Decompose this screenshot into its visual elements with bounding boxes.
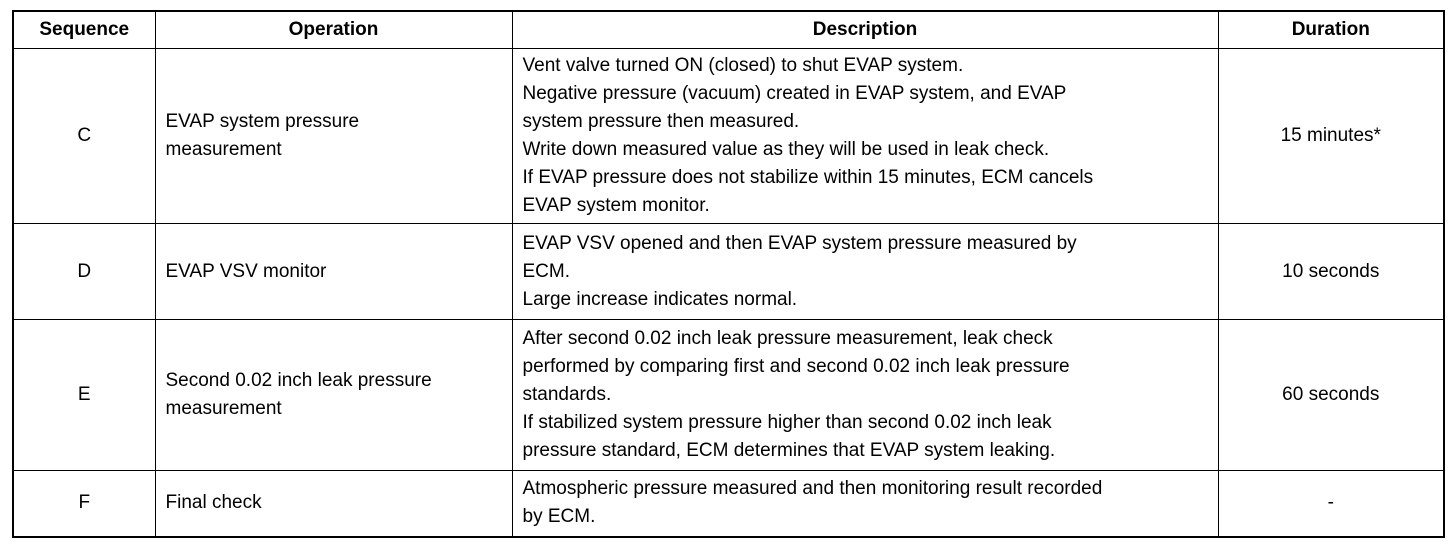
table-row [13,320,1444,471]
table-row [13,49,1444,224]
operation-line: EVAP system pressure [165,111,360,132]
description-line: If stabilized system pressure higher than second 0.02 inch leak [522,412,1052,433]
description-cell [512,471,1218,537]
description-line: performed by comparing first and second 0.02 inch leak pressure [522,356,1070,377]
description-line: Atmospheric pressure measured and then monitoring result recorded [522,478,1103,500]
header-description: Description [512,11,1218,49]
description-line: by ECM. [522,506,596,528]
operation-cell [155,224,512,320]
operation-line: Second 0.02 inch leak pressure [165,370,432,391]
duration-cell: - [1218,471,1444,537]
operation-cell [155,320,512,471]
header-operation: Operation [155,11,512,49]
description-line: Write down measured value as they will be used in leak check. [522,139,1050,160]
description-line: EVAP system monitor. [522,195,710,216]
operation-line: measurement [165,139,282,160]
description-line: Vent valve turned ON (closed) to shut EVAP system. [522,55,964,76]
header-row [13,11,1444,49]
description-line: system pressure then measured. [522,111,800,132]
description-line: pressure standard, ECM determines that EVAP system leaking. [522,440,1056,461]
operation-line: EVAP VSV monitor [165,260,327,282]
evap-monitor-table [12,10,1445,538]
description-line: EVAP VSV opened and then EVAP system pressure measured by [522,232,1077,254]
table-header [13,11,1444,49]
description-line: standards. [522,384,612,405]
operation-line: measurement [165,398,282,419]
description-line: If EVAP pressure does not stabilize within 15 minutes, ECM cancels [522,167,1094,188]
operation-line: Final check [165,492,262,514]
table-row [13,471,1444,537]
description-line: ECM. [522,260,570,282]
duration-cell: 15 minutes* [1218,49,1444,224]
description-cell [512,224,1218,320]
description-line: Negative pressure (vacuum) created in EVAP system, and EVAP [522,83,1067,104]
operation-cell [155,471,512,537]
sequence-cell: D [13,224,155,320]
description-line: Large increase indicates normal. [522,288,798,310]
table-row [13,224,1444,320]
description-line: After second 0.02 inch leak pressure measurement, leak check [522,328,1053,349]
sequence-cell: C [13,49,155,224]
description-cell [512,320,1218,471]
sequence-cell: F [13,471,155,537]
table-body [13,49,1444,537]
header-sequence: Sequence [13,11,155,49]
operation-cell [155,49,512,224]
description-cell [512,49,1218,224]
header-duration: Duration [1218,11,1444,49]
duration-cell: 60 seconds [1218,320,1444,471]
duration-cell: 10 seconds [1218,224,1444,320]
sequence-cell: E [13,320,155,471]
